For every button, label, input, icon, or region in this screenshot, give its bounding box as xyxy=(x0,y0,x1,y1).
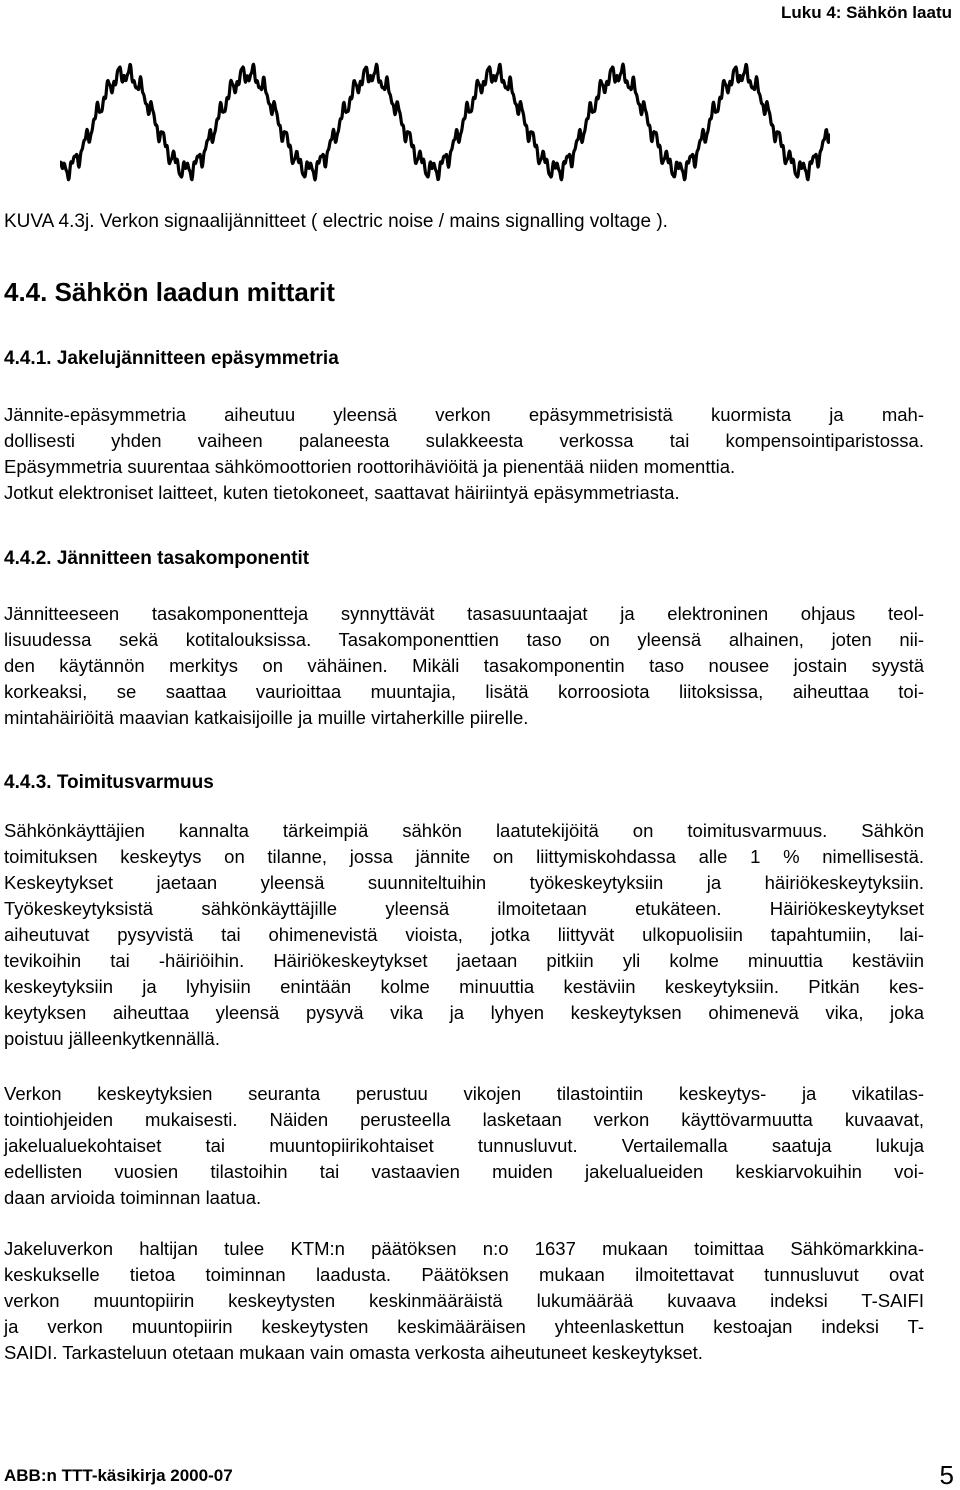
text-line: Jotkut elektroniset laitteet, kuten tietokoneet, saattavat häiriintyä epäsymmetriasta. xyxy=(4,482,680,503)
footer-source: ABB:n TTT-käsikirja 2000-07 xyxy=(4,1466,233,1485)
page-number: 5 xyxy=(939,1460,954,1490)
figure-caption: KUVA 4.3j. Verkon signaalijännitteet ( electric noise / mains signalling voltage ). xyxy=(4,211,668,232)
text-line: keskukselle tietoa toiminnan laadusta. Päätöksen mukaan ilmoitettavat tunnusluvut ovat xyxy=(4,1264,924,1285)
paragraph-reliability-3 xyxy=(4,1236,924,1366)
text-line: daan arvioida toiminnan laatua. xyxy=(4,1187,262,1208)
text-line: Jännitteeseen tasakomponentteja synnyttävät tasasuuntaajat ja elektroninen ohjaus teol- xyxy=(4,603,924,624)
text-line: poistuu jälleenkytkennällä. xyxy=(4,1028,220,1049)
text-line: tevikoihin tai -häiriöihin. Häiriökeskeytykset jaetaan pitkiin yli kolme minuuttia kestäviin xyxy=(4,950,924,971)
noisy-sine-waveform xyxy=(60,64,830,180)
chapter-title: Luku 4: Sähkön laatu xyxy=(781,3,952,22)
signal-voltage-figure xyxy=(60,52,830,192)
text-line: mintahäiriöitä maavian katkaisijoille ja muille virtaherkille piirelle. xyxy=(4,707,529,728)
text-line: Jännite-epäsymmetria aiheutuu yleensä verkon epäsymmetrisistä kuormista ja mah- xyxy=(4,404,924,425)
text-line: keytyksen aiheuttaa yleensä pysyvä vika ja lyhyen keskeytyksen ohimenevä vika, joka xyxy=(4,1002,924,1023)
text-line: korkeaksi, se saattaa vaurioittaa muuntajia, lisätä korroosiota liitoksissa, aiheuttaa toi- xyxy=(4,681,924,702)
text-line: toimituksen keskeytys on tilanne, jossa jännite on liittymiskohdassa alle 1 % nimellisestä. xyxy=(4,846,924,867)
paragraph-dc-components xyxy=(4,601,924,731)
paragraph-reliability-2 xyxy=(4,1081,924,1211)
text-line: jakelualuekohtaiset tai muuntopiirikohtaiset tunnusluvut. Vertailemalla saatuja lukuja xyxy=(4,1135,924,1156)
text-line: Sähkönkäyttäjien kannalta tärkeimpiä sähkön laatutekijöitä on toimitusvarmuus. Sähkön xyxy=(4,820,924,841)
noisy-waveform-plot xyxy=(60,52,830,192)
subsection-heading-2: 4.4.2. Jännitteen tasakomponentit xyxy=(4,548,310,569)
text-line: edellisten vuosien tilastoihin tai vastaavien muiden jakelualueiden keskiarvokuihin voi- xyxy=(4,1161,924,1182)
subsection-heading-3: 4.4.3. Toimitusvarmuus xyxy=(4,772,214,793)
text-line: Verkon keskeytyksien seuranta perustuu vikojen tilastointiin keskeytys- ja vikatilas- xyxy=(4,1083,924,1104)
text-line: keskeytyksiin ja lyhyisiin enintään kolme minuuttia kestäviin keskeytyksiin. Pitkän kes- xyxy=(4,976,924,997)
text-line: dollisesti yhden vaiheen palaneesta sulakkeesta verkossa tai kompensointiparistossa. xyxy=(4,430,924,451)
text-line: ja verkon muuntopiirin keskeytysten keskimääräisen yhteenlaskettun kestoajan indeksi T- xyxy=(4,1316,924,1337)
paragraph-asymmetry xyxy=(4,402,924,506)
section-heading: 4.4. Sähkön laadun mittarit xyxy=(4,277,335,307)
text-line: Jakeluverkon haltijan tulee KTM:n päätöksen n:o 1637 mukaan toimittaa Sähkömarkkina- xyxy=(4,1238,924,1259)
subsection-heading-1: 4.4.1. Jakelujännitteen epäsymmetria xyxy=(4,348,339,369)
text-line: den käytännön merkitys on vähäinen. Mikäli tasakomponentin taso nousee jostain syystä xyxy=(4,655,924,676)
text-line: tointiohjeiden mukaisesti. Näiden perusteella lasketaan verkon käyttövarmuutta kuvaavat, xyxy=(4,1109,924,1130)
text-line: verkon muuntopiirin keskeytysten keskinmääräistä lukumäärää kuvaava indeksi T-SAIFI xyxy=(4,1290,924,1311)
text-line: Keskeytykset jaetaan yleensä suunniteltuihin työkeskeytyksiin ja häiriökeskeytyksiin. xyxy=(4,872,924,893)
text-line: lisuudessa sekä kotitalouksissa. Tasakomponenttien taso on yleensä alhainen, joten nii- xyxy=(4,629,924,650)
text-line: Epäsymmetria suurentaa sähkömoottorien roottorihäviöitä ja pienentää niiden momenttia. xyxy=(4,456,736,477)
text-line: aiheutuvat pysyvistä tai ohimenevistä vioista, jotka liittyvät ulkopuolisiin tapahtumiin, lai- xyxy=(4,924,924,945)
paragraph-reliability-1 xyxy=(4,818,924,1052)
text-line: Työkeskeytyksistä sähkönkäyttäjille yleensä ilmoitetaan etukäteen. Häiriökeskeytykset xyxy=(4,898,924,919)
text-line: SAIDI. Tarkasteluun otetaan mukaan vain omasta verkosta aiheutuneet keskeytykset. xyxy=(4,1342,703,1363)
